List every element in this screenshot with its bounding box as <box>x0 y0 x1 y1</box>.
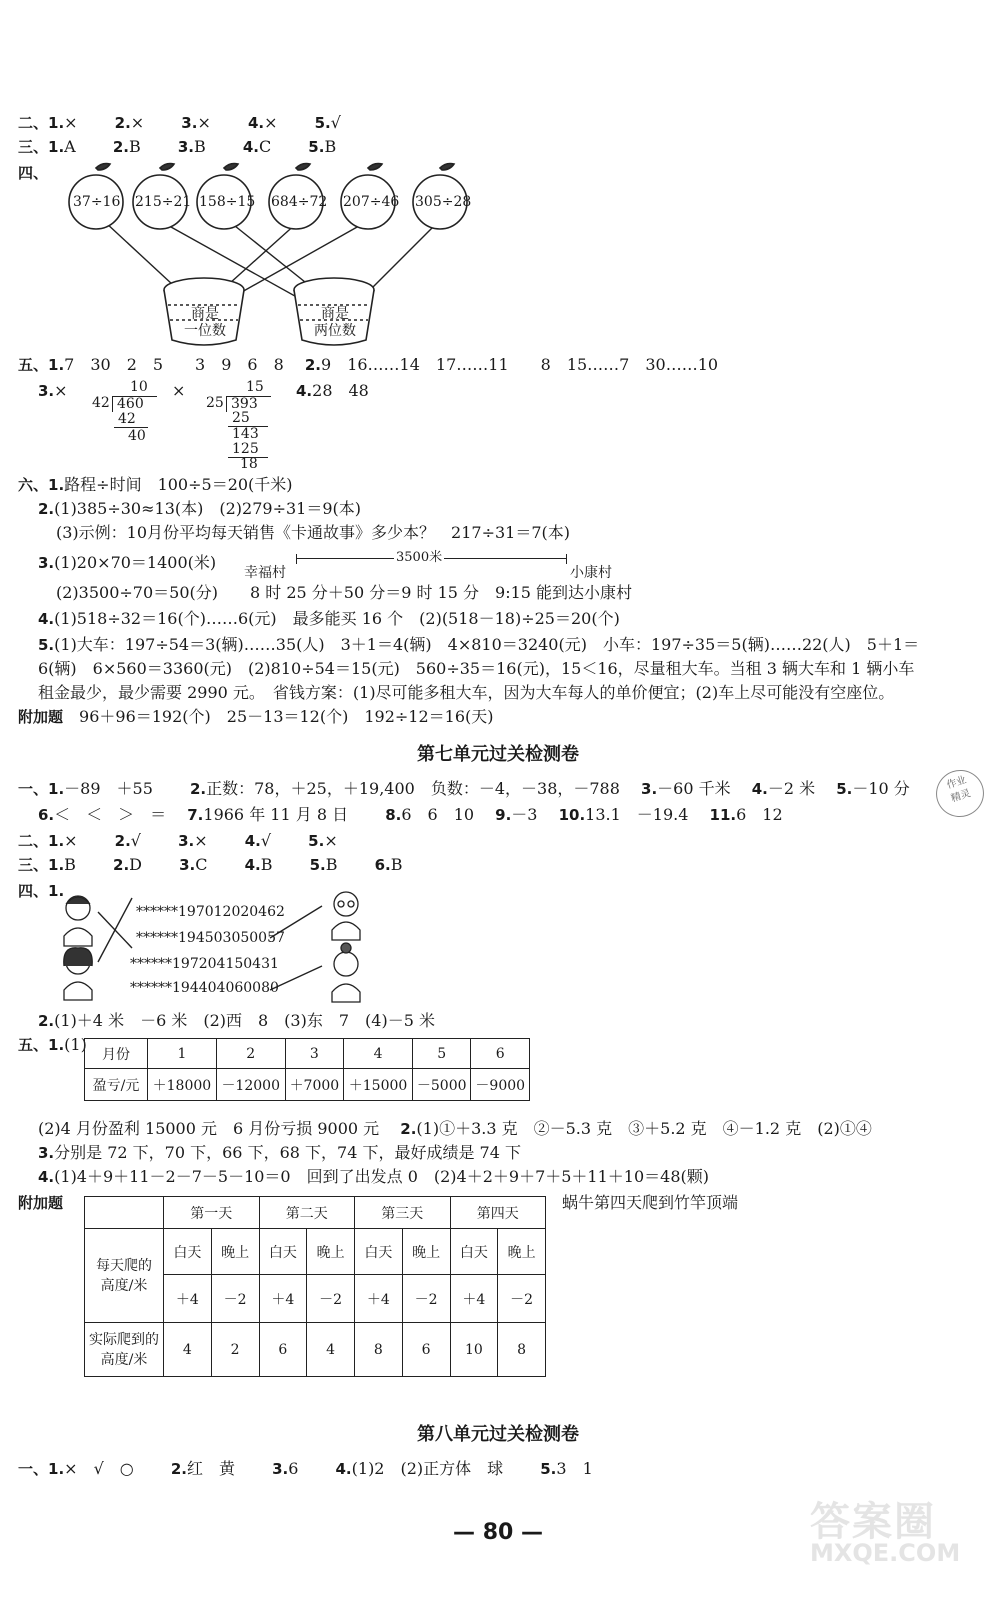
basket-label: 商是 一位数 <box>184 306 226 339</box>
girl-icon <box>64 948 92 1000</box>
table-row <box>85 1039 530 1069</box>
id-number: ******194503050057 <box>136 930 285 946</box>
table-cell: 4 <box>164 1323 212 1377</box>
u7-section4-q2: 2.(1)＋4 米 －6 米 (2)西 8 (3)东 7 (4)－5 米 <box>38 1011 435 1030</box>
table-cell: 6 <box>402 1323 450 1377</box>
table-header-label: 月份 <box>85 1039 148 1069</box>
table-header: 第二天 <box>259 1197 355 1229</box>
table-row-label: 盈亏/元 <box>85 1069 148 1101</box>
long-division-2: 15 25 393 25 143 125 18 <box>200 380 290 472</box>
route-start: 幸福村 <box>244 565 286 581</box>
u6-section6-q4: 4.(1)518÷32＝16(个)……6(元) 最多能买 16 个 (2)(518－18)÷25＝20(个) <box>38 609 620 628</box>
grandma-icon <box>332 943 360 1002</box>
table-cell: 2 <box>211 1323 259 1377</box>
u6-section5-line2: 3.× <box>38 381 68 400</box>
table-header: 第三天 <box>355 1197 451 1229</box>
u6-section6-q3b: (2)3500÷70＝50(分) 8 时 25 分＋50 分＝9 时 15 分 9:15 能到达小康村 <box>56 583 633 602</box>
id-number: ******197204150431 <box>130 956 279 972</box>
u6-judge-line: 二、1.× 2.× 3.× 4.× 5.√ <box>18 113 341 132</box>
u7-section1-line2: 6.＜ ＜ ＞ ＝ 7.1966 年 11 月 8 日 8.6 6 10 9.－3 10.13.1 －19.4 11.6 12 <box>38 805 783 824</box>
u7-section4-label: 四、1. <box>18 882 65 900</box>
table-cell: －2 <box>498 1275 546 1323</box>
u6-section5-q4: 4.28 48 <box>296 381 369 400</box>
table-cell: 3 <box>285 1039 344 1069</box>
table-row <box>85 1323 546 1377</box>
route-end: 小康村 <box>570 565 612 581</box>
table-cell: －2 <box>402 1275 450 1323</box>
table-cell: －2 <box>211 1275 259 1323</box>
table-row <box>85 1229 546 1275</box>
table-cell: 白天 <box>164 1229 212 1275</box>
snail-climb-table <box>84 1196 546 1377</box>
route-diagram <box>244 550 628 581</box>
table-cell: 8 <box>498 1323 546 1377</box>
u6-section6-q1: 六、1.路程÷时间 100÷5＝20(千米) <box>18 475 293 494</box>
table-cell: 8 <box>355 1323 403 1377</box>
u6-section4-label: 四、 <box>18 164 49 182</box>
table-cell: 白天 <box>450 1229 498 1275</box>
u7-extra-label: 附加题 <box>18 1194 64 1212</box>
table-cell: ＋4 <box>450 1275 498 1323</box>
u7-section5-q3: 3.分别是 72 下，70 下，66 下，68 下，74 下，最好成绩是 74 下 <box>38 1143 521 1162</box>
table-header: 第四天 <box>450 1197 546 1229</box>
table-cell: 10 <box>450 1323 498 1377</box>
u6-section6-q2b: (3)示例：10月份平均每天销售《卡通故事》多少本？ 217÷31＝7(本) <box>56 523 570 542</box>
table-cell: 晚上 <box>498 1229 546 1275</box>
table-cell: －2 <box>307 1275 355 1323</box>
apple-basket-diagram <box>0 160 996 360</box>
table-cell: 4 <box>344 1039 413 1069</box>
table-header: 第一天 <box>164 1197 260 1229</box>
table-cell: 5 <box>412 1039 471 1069</box>
u7-section5-label: 五、1.(1) <box>18 1035 87 1054</box>
table-cell: ＋7000 <box>285 1069 344 1101</box>
profit-loss-table <box>84 1038 530 1101</box>
u7-judge-line: 二、1.× 2.√ 3.× 4.√ 5.× <box>18 831 338 850</box>
u7-extra-note: 蜗牛第四天爬到竹竿顶端 <box>562 1193 739 1212</box>
table-corner <box>85 1197 164 1229</box>
u6-extra-question: 附加题 96＋96＝192(个) 25－13＝12(个) 192÷12＝16(天) <box>18 707 494 726</box>
table-row-label: 每天爬的高度/米 <box>85 1229 164 1323</box>
unit7-title: 第七单元过关检测卷 <box>417 744 579 765</box>
table-cell: 4 <box>307 1323 355 1377</box>
table-cell: 晚上 <box>307 1229 355 1275</box>
id-number: ******197012020462 <box>136 904 285 920</box>
table-cell: 6 <box>471 1039 530 1069</box>
connector-line <box>98 898 132 962</box>
u7-section5-q4: 4.(1)4＋9＋11－2－7－5－10＝0 回到了出发点 0 (2)4＋2＋9＋7＋5＋11＋10＝48(颗) <box>38 1167 709 1186</box>
u7-section5-q1b: (2)4 月份盈利 15000 元 6 月份亏损 9000 元 2.(1)①＋3.3 克 ②－5.3 克 ③＋5.2 克 ④－1.2 克 (2)①④ <box>38 1119 872 1138</box>
table-cell: 2 <box>216 1039 285 1069</box>
table-cell: 白天 <box>259 1229 307 1275</box>
table-cell: 1 <box>148 1039 217 1069</box>
table-cell: ＋15000 <box>344 1069 413 1101</box>
u6-section6-q5a: 5.(1)大车：197÷54＝3(辆)……35(人) 3＋1＝4(辆) 4×810＝3240(元) 小车：197÷35＝5(辆)……22(人) 5＋1＝ <box>38 635 920 654</box>
u6-section5-mark2: × <box>172 381 186 400</box>
apple-label: 215÷21 <box>135 194 192 210</box>
apple-label: 207÷46 <box>343 194 400 210</box>
u6-section6-q2a: 2.(1)385÷30≈13(本) (2)279÷31＝9(本) <box>38 499 361 518</box>
u7-choice-line: 三、1.B 2.D 3.C 4.B 5.B 6.B <box>18 855 403 874</box>
basket-label: 商是 两位数 <box>314 306 356 339</box>
apple-label: 158÷15 <box>199 194 256 210</box>
unit8-title: 第八单元过关检测卷 <box>417 1424 579 1445</box>
boy-icon <box>64 896 92 946</box>
grandpa-icon <box>332 892 360 940</box>
stamp-mark: 作业 精灵 <box>930 764 990 824</box>
table-row <box>85 1069 530 1101</box>
table-row-label: 实际爬到的高度/米 <box>85 1323 164 1377</box>
apple-label: 684÷72 <box>271 194 328 210</box>
table-cell: 6 <box>259 1323 307 1377</box>
id-number: ******194404060080 <box>130 980 279 996</box>
table-cell: ＋4 <box>164 1275 212 1323</box>
table-cell: －12000 <box>216 1069 285 1101</box>
u6-choice-line: 三、1.A 2.B 3.B 4.C 5.B <box>18 137 337 156</box>
table-row <box>85 1197 546 1229</box>
long-division-1: 10 42 460 42 40 <box>64 380 160 450</box>
u6-section6-q5b: 6(辆) 6×560＝3360(元) (2)810÷54＝15(元) 560÷35＝16(元)，15＜16，尽量租大车。当租 3 辆大车和 1 辆小车 <box>38 659 915 678</box>
page-number: — 80 — <box>453 1520 543 1545</box>
u6-section6-q3a: 3.(1)20×70＝1400(米) <box>38 553 217 572</box>
table-cell: ＋4 <box>355 1275 403 1323</box>
u6-section6-q5c: 租金最少，最少需要 2990 元。 省钱方案：(1)尽可能多租大车，因为大车每人的单价便宜；(2)车上尽可能没有空座位。 <box>38 683 895 702</box>
apple-label: 37÷16 <box>73 194 121 210</box>
table-cell: ＋18000 <box>148 1069 217 1101</box>
route-distance: 3500米 <box>394 546 444 565</box>
watermark-logo: 答案圈 MXQE.COM <box>810 1499 961 1567</box>
table-cell: －5000 <box>412 1069 471 1101</box>
apple-label: 305÷28 <box>415 194 472 210</box>
table-cell: 晚上 <box>211 1229 259 1275</box>
table-cell: 白天 <box>355 1229 403 1275</box>
u8-section1-line: 一、1.× √ ○ 2.红 黄 3.6 4.(1)2 (2)正方体 球 5.3 1 <box>18 1459 593 1478</box>
table-cell: －9000 <box>471 1069 530 1101</box>
table-cell: ＋4 <box>259 1275 307 1323</box>
u7-section1-line1: 一、1.－89 ＋55 2.正数：78，＋25，＋19,400 负数：－4，－38，－788 3.－60 千米 4.－2 米 5.－10 分 <box>18 779 910 798</box>
table-cell: 晚上 <box>402 1229 450 1275</box>
u6-section5-line1: 五、1.7 30 2 5 3 9 6 8 2.9 16……14 17……11 8 15……7 30……10 <box>18 355 719 374</box>
